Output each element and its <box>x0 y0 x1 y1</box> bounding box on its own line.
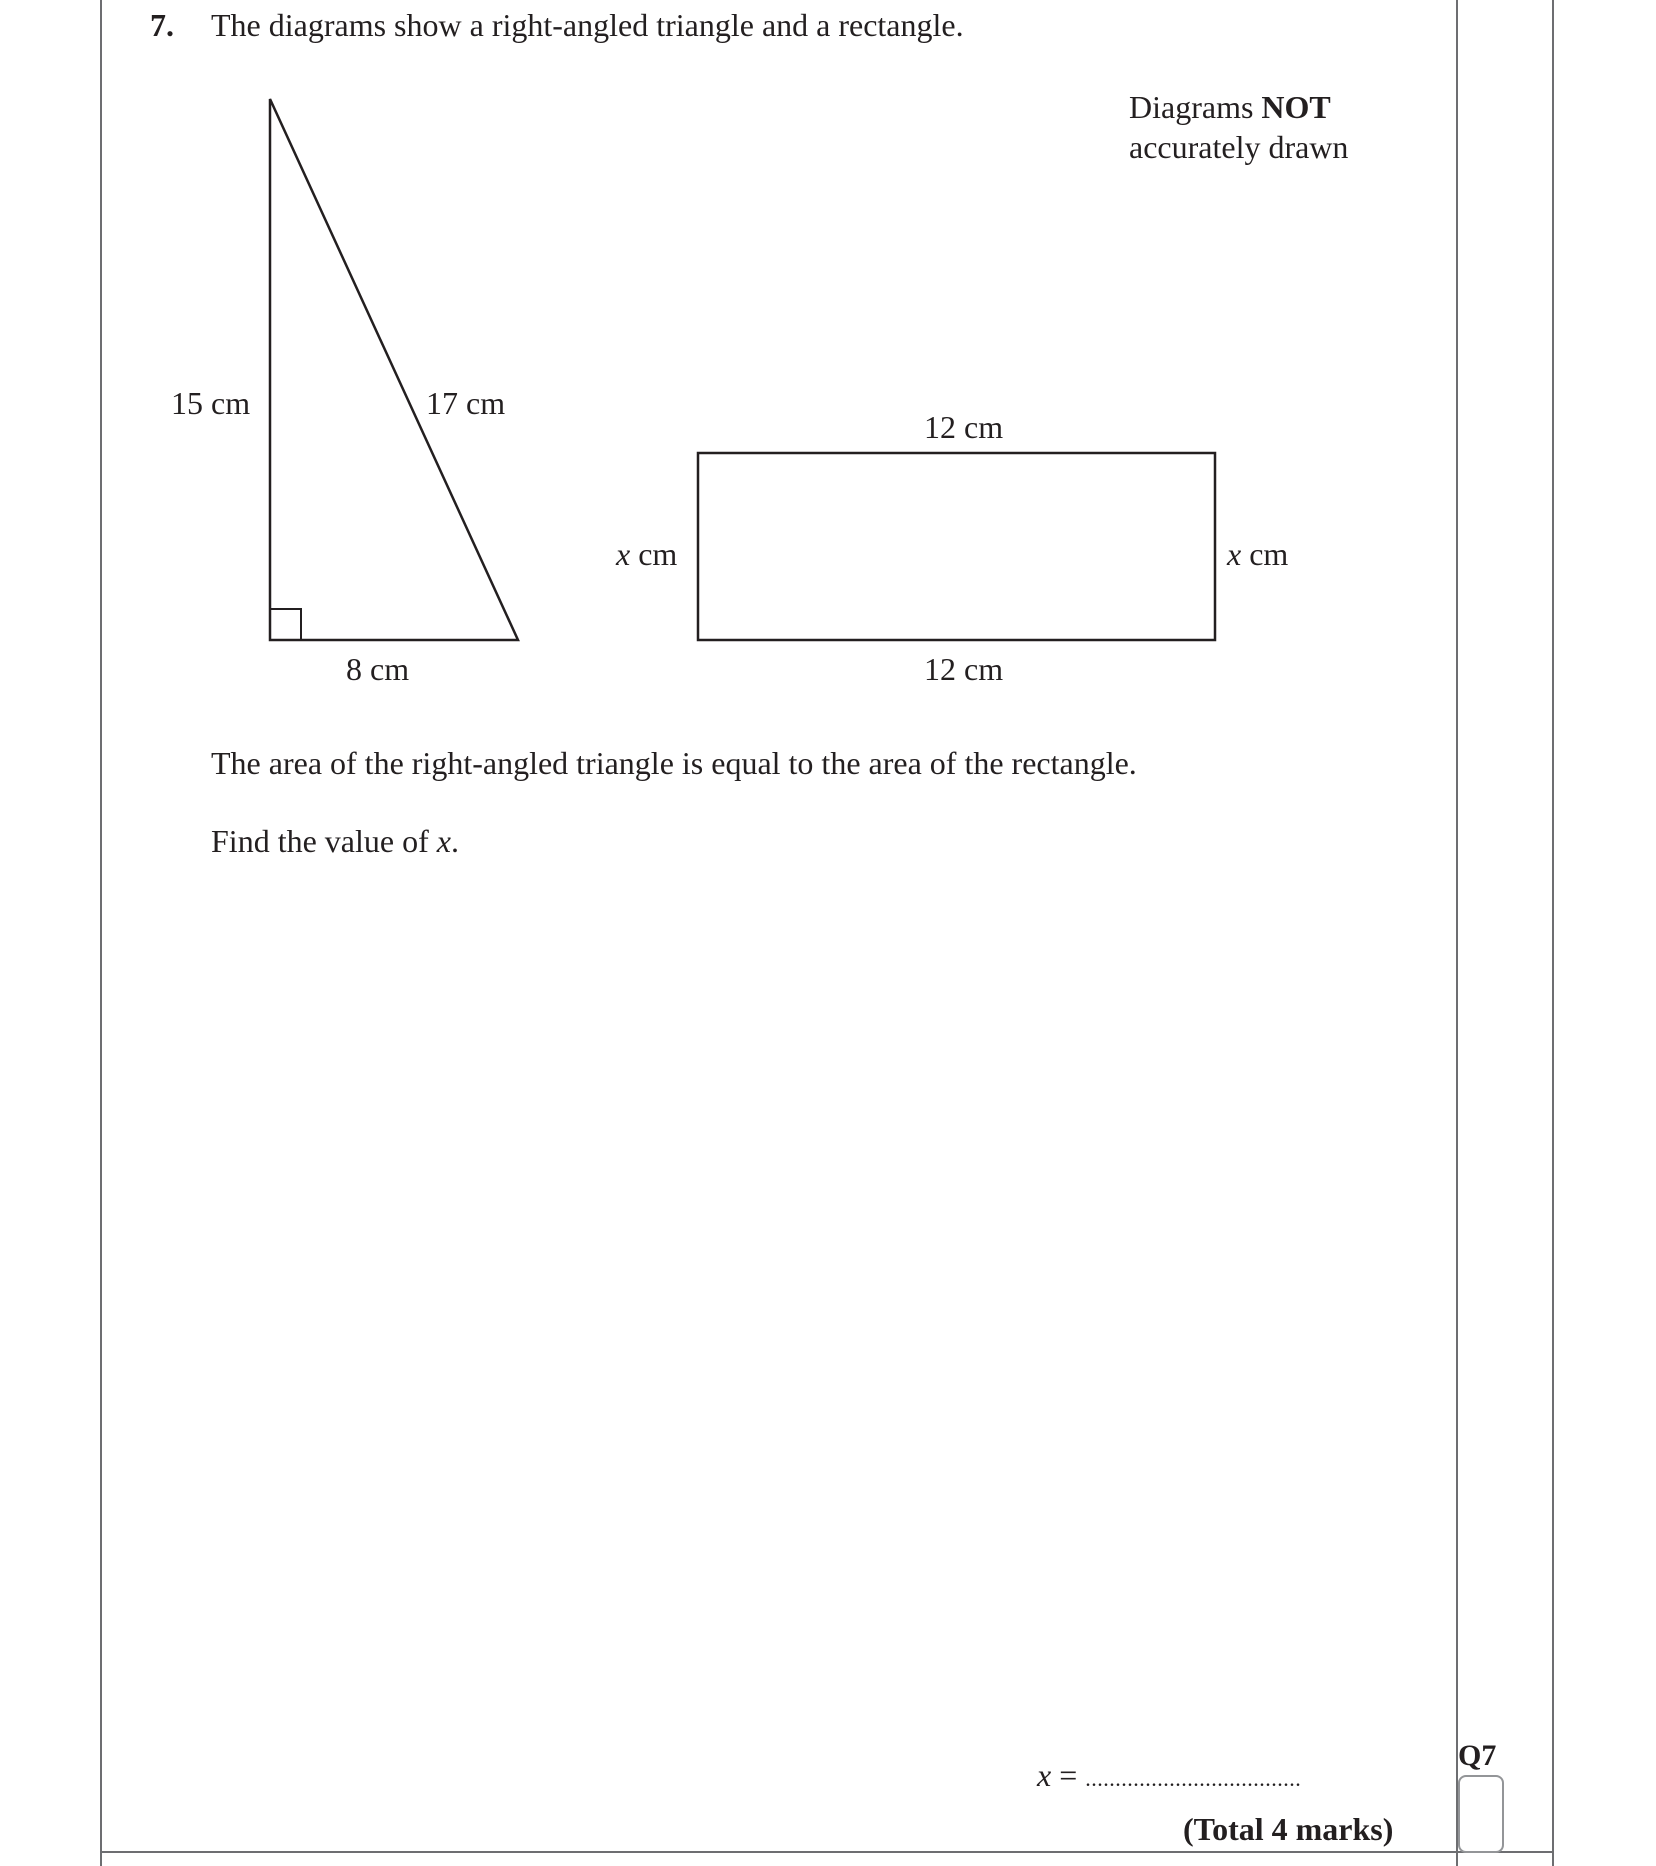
rectangle-shape <box>698 453 1215 640</box>
rectangle-top-label: 12 cm <box>924 409 1004 445</box>
diagram-note-bold: NOT <box>1261 89 1331 125</box>
question-number: 7. <box>150 7 174 43</box>
total-marks: (Total 4 marks) <box>1183 1811 1394 1847</box>
mark-box[interactable] <box>1458 1775 1504 1853</box>
answer-line[interactable] <box>1037 1759 1301 1791</box>
rectangle-bottom-label: 12 cm <box>924 651 1004 687</box>
instruction-suffix: . <box>450 823 459 859</box>
answer-dots[interactable]: .................................... <box>1085 1766 1302 1791</box>
question-intro: The diagrams show a right-angled triangle and a rectangle. <box>211 7 964 43</box>
triangle-hypotenuse-label: 17 cm <box>426 385 506 421</box>
diagram-note-line2: accurately drawn <box>1129 129 1349 165</box>
answer-equals: = <box>1051 1757 1086 1793</box>
rectangle-left-var: x <box>616 536 631 572</box>
rectangle-left-unit: cm <box>630 536 678 572</box>
instruction-var: x <box>436 823 451 859</box>
rectangle-right-unit: cm <box>1241 536 1289 572</box>
rectangle-right-label <box>1227 538 1288 570</box>
question-statement: The area of the right-angled triangle is equal to the area of the rectangle. <box>211 745 1137 781</box>
margin-question-ref: Q7 <box>1458 1739 1497 1772</box>
right-angle-marker <box>270 609 301 640</box>
rectangle-right-var: x <box>1227 536 1242 572</box>
instruction-prefix: Find the value of <box>211 823 437 859</box>
triangle-base-label: 8 cm <box>346 651 410 687</box>
question-instruction <box>211 825 459 857</box>
diagram-note-text: Diagrams <box>1129 89 1262 125</box>
right-angled-triangle <box>270 99 518 640</box>
triangle-height-label: 15 cm <box>171 385 251 421</box>
rectangle-left-label <box>616 538 677 570</box>
answer-var: x <box>1037 1757 1052 1793</box>
